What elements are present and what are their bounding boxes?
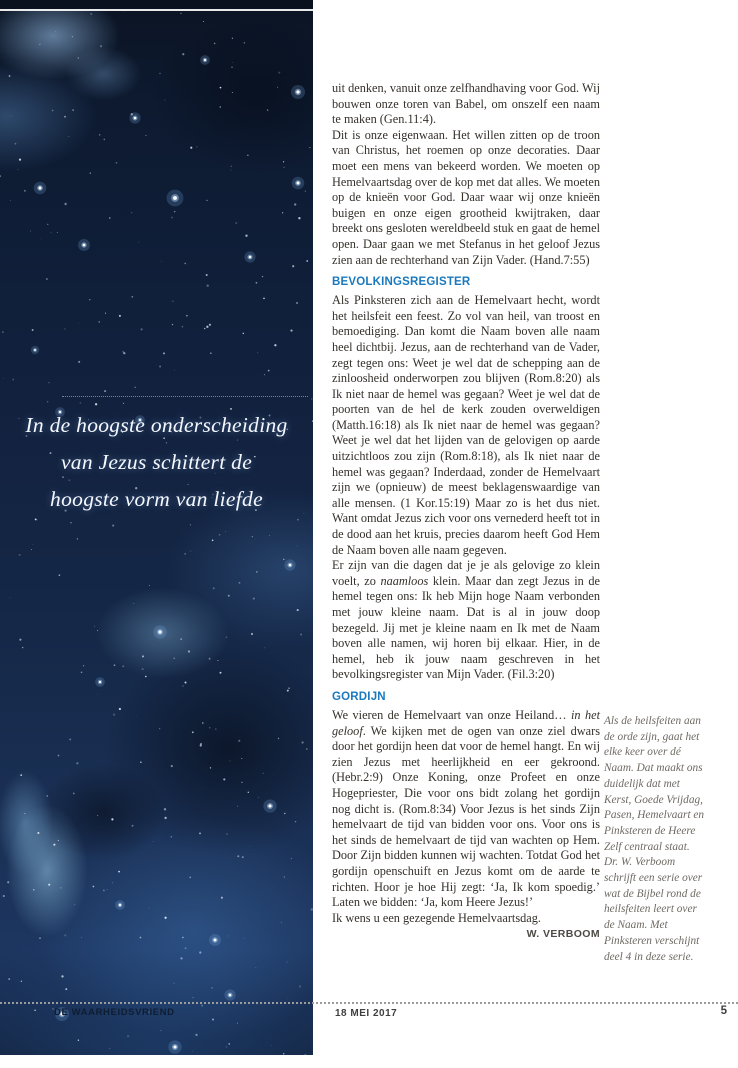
article-column: [332, 81, 600, 943]
article-paragraph: Dit is onze eigenwaan. Het willen zitten op de troon van Christus, het roemen op onze decoraties. Daar moet een mens van bekeerd worden. We moeten op Hemelvaartsdag over de kop met dat alles. We moeten op de knieën voor God. Daar waar wij onze knieën buigen en onze eigen grootheid kwijtraken, daar breekt ons gesloten wereldbeeld stuk en gaat de hemel open. Daar gaan we met Stefanus in het geloof Jezus zien aan de rechterhand van Zijn Vader. (Hand.7:55): [332, 127, 600, 267]
author-byline: W. VERBOOM: [526, 928, 600, 941]
article-paragraph: Als Pinksteren zich aan de Hemelvaart hecht, wordt het heilsfeit een feest. Zo vol van heil, van troost en bemoediging. Dan komt die Naam boven alle naam heel dichtbij. Jezus, aan de rechterhand van de Vader, zegt tegen ons: Weet je wel dat de schepping aan de zinloosheid onderworpen zou blijven (Rom.8:20) als Ik niet naar de hemel was gegaan? Weet je wel dat de poorten van de hel de kerk zouden overweldigen (Matth.16:18) als Ik niet naar de hemel was gegaan? Weet je wel dat het lijden van de gelovigen op aarde uitzichtloos zou zijn (Rom.8:18), als Ik niet naar de hemel was gegaan? Inderdaad, zonder de Hemelvaart zijn we (opnieuw) de meest beklagenswaardige van alle mensen. (1 Kor.15:19) Maar zo is het dus niet. Want omdat Jezus zich voor ons vernederd heeft tot in de dood aan het kruis, precies daarom heeft God Hem de Naam boven alle naam gegeven.: [332, 293, 600, 557]
photo-hairline: [0, 9, 313, 11]
quote-divider-rule: [62, 396, 308, 397]
pull-quote-line: In de hoogste onderscheiding: [25, 413, 288, 437]
section-heading-bevolkingsregister: BEVOLKINGSREGISTER: [332, 276, 471, 289]
footer-page-number: 5: [720, 1005, 727, 1017]
article-paragraph: Er zijn van die dagen dat je je als gelovige zo klein voelt, zo naamloos klein. Maar dan zegt Jezus in de hemel tegen ons: Ik heb Mijn hoge Naam verbonden met jouw kleine naam. Dat is al in jouw doop bezegeld. Jij met je kleine naam en Ik met de Naam boven alle namen, wij horen bij elkaar. Hier, in de hemel, heb ik jouw naam geschreven in het bevolkingsregister van Mijn Vader. (Fil.3:20): [332, 558, 600, 682]
article-paragraph: uit denken, vanuit onze zelfhandhaving voor God. Wij bouwen onze toren van Babel, om onszelf een naam te maken (Gen.11:4).: [332, 81, 600, 127]
pull-quote: [8, 407, 305, 518]
starfield-decoration: [0, 0, 313, 1055]
series-margin-note: Als de heilsfeiten aan de orde zijn, gaat het elke keer over dé Naam. Dat maakt ons duidelijk dat met Kerst, Goede Vrijdag, Pasen, Hemelvaart en Pinksteren de Heere Zelf centraal staat. Dr. W. Verboom schrijft een serie over wat de Bijbel rond de heilsfeiten leert over de Naam. Met Pinksteren verschijnt deel 4 in deze serie.: [604, 715, 705, 963]
footer-dotted-rule: [0, 1002, 738, 1004]
magazine-brand: DE WAARHEIDSVRIEND: [54, 1007, 175, 1018]
photo-top-strip: [0, 0, 313, 9]
footer-date: 18 MEI 2017: [335, 1008, 398, 1019]
pull-quote-line: hoogste vorm van liefde: [50, 487, 263, 511]
nebula-photo: [0, 0, 313, 1055]
article-closing-line: Ik wens u een gezegende Hemelvaartsdag.: [332, 910, 541, 925]
pull-quote-line: van Jezus schittert de: [60, 450, 253, 474]
section-heading-gordijn: GORDIJN: [332, 690, 386, 703]
article-paragraph: We vieren de Hemelvaart van onze Heiland… in het geloof. We kijken met de ogen van onze ziel dwars door het gordijn heen dat voor de hemel hangt. En wij zien Jezus met heerlijkheid en eer gekroond. (Hebr.2:9) Onze Koning, onze Profeet en onze Hogepriester, Die voor ons bidt zolang het gordijn nog dicht is. (Rom.8:34) Voor Jezus is het sinds Zijn hemelvaart de tijd van bidden voor ons. Voor ons is het sinds de hemelvaart de tijd van wachten op Hem. Door Zijn bidden kunnen wij wachten. Totdat God het gordijn openschuift en Jezus komt om de aarde te richten. Hoor je hoe Hij zegt: ‘Ja, Ik kom spoedig.’ Laten we bidden: ‘Ja, kom Heere Jezus!’: [332, 707, 600, 910]
